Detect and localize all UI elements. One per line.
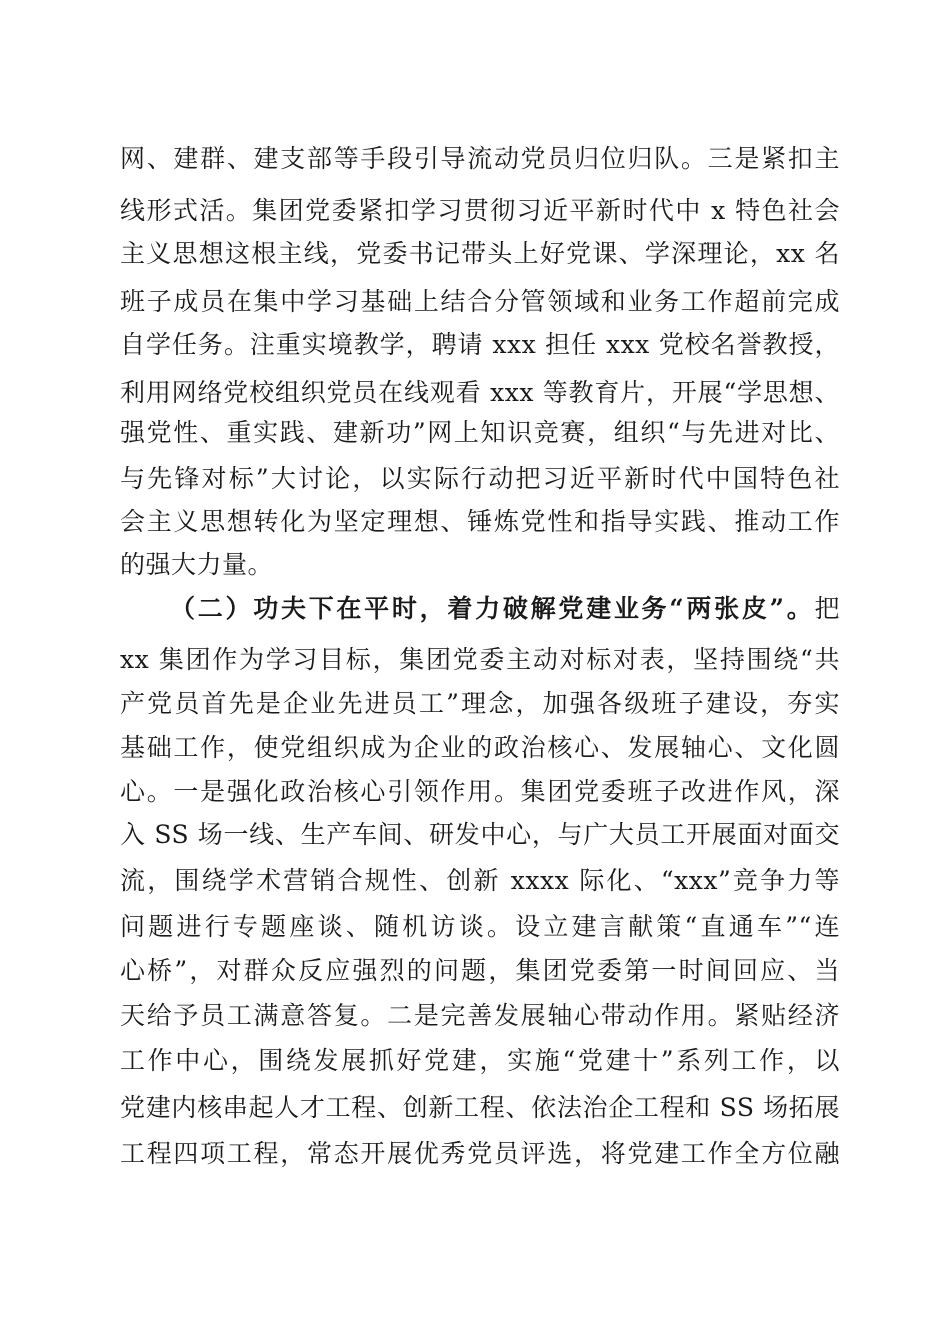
- paragraph-line: 的强大力量。: [120, 550, 274, 579]
- paragraph-line: 班子成员在集中学习基础上结合分管领域和业务工作超前完成: [120, 287, 840, 316]
- paragraph-line: 工作中心，围绕发展抓好党建，实施“党建十”系列工作，以: [120, 1046, 840, 1075]
- paragraph-line: 线形式活。集团党委紧扣学习贯彻习近平新时代中 x 特色社会: [120, 196, 840, 225]
- paragraph-line: 流，围绕学术营销合规性、创新 xxxx 际化、“xxx”竞争力等: [120, 866, 840, 895]
- paragraph-line: 入 SS 场一线、生产车间、研发中心，与广大员工开展面对面交: [120, 820, 840, 849]
- section-heading-tail: 把: [814, 594, 840, 623]
- paragraph-line: 与先锋对标”大讨论，以实际行动把习近平新时代中国特色社: [120, 464, 840, 493]
- section-heading-line: [170, 589, 840, 629]
- paragraph-line: 自学任务。注重实境教学，聘请 xxx 担任 xxx 党校名誉教授，: [120, 330, 840, 359]
- paragraph-line: 网、建群、建支部等手段引导流动党员归位归队。三是紧扣主: [120, 144, 840, 173]
- paragraph-line: 利用网络党校组织党员在线观看 xxx 等教育片，开展“学思想、: [120, 378, 840, 407]
- paragraph-line: 心桥”，对群众反应强烈的问题，集团党委第一时间回应、当: [120, 956, 840, 985]
- paragraph-line: 主义思想这根主线，党委书记带头上好党课、学深理论，xx 名: [120, 239, 840, 268]
- paragraph-line: 工程四项工程，常态开展优秀党员评选，将党建工作全方位融: [120, 1139, 840, 1168]
- paragraph-line: 产党员首先是企业先进员工”理念，加强各级班子建设，夯实: [120, 689, 840, 718]
- paragraph-line: 心。一是强化政治核心引领作用。集团党委班子改进作风，深: [120, 777, 840, 806]
- paragraph-line: 问题进行专题座谈、随机访谈。设立建言献策“直通车”“连: [120, 912, 840, 941]
- paragraph-line: xx 集团作为学习目标，集团党委主动对标对表，坚持围绕“共: [120, 645, 840, 674]
- paragraph-line: 强党性、重实践、建新功”网上知识竞赛，组织“与先进对比、: [120, 418, 840, 447]
- paragraph-line: 天给予员工满意答复。二是完善发展轴心带动作用。紧贴经济: [120, 1001, 840, 1030]
- paragraph-line: 党建内核串起人才工程、创新工程、依法治企工程和 SS 场拓展: [120, 1093, 840, 1122]
- paragraph-line: 会主义思想转化为坚定理想、锤炼党性和指导实践、推动工作: [120, 507, 840, 536]
- paragraph-line: 基础工作，使党组织成为企业的政治核心、发展轴心、文化圆: [120, 733, 840, 762]
- section-heading: （二）功夫下在平时，着力破解党建业务“两张皮”。: [170, 594, 815, 623]
